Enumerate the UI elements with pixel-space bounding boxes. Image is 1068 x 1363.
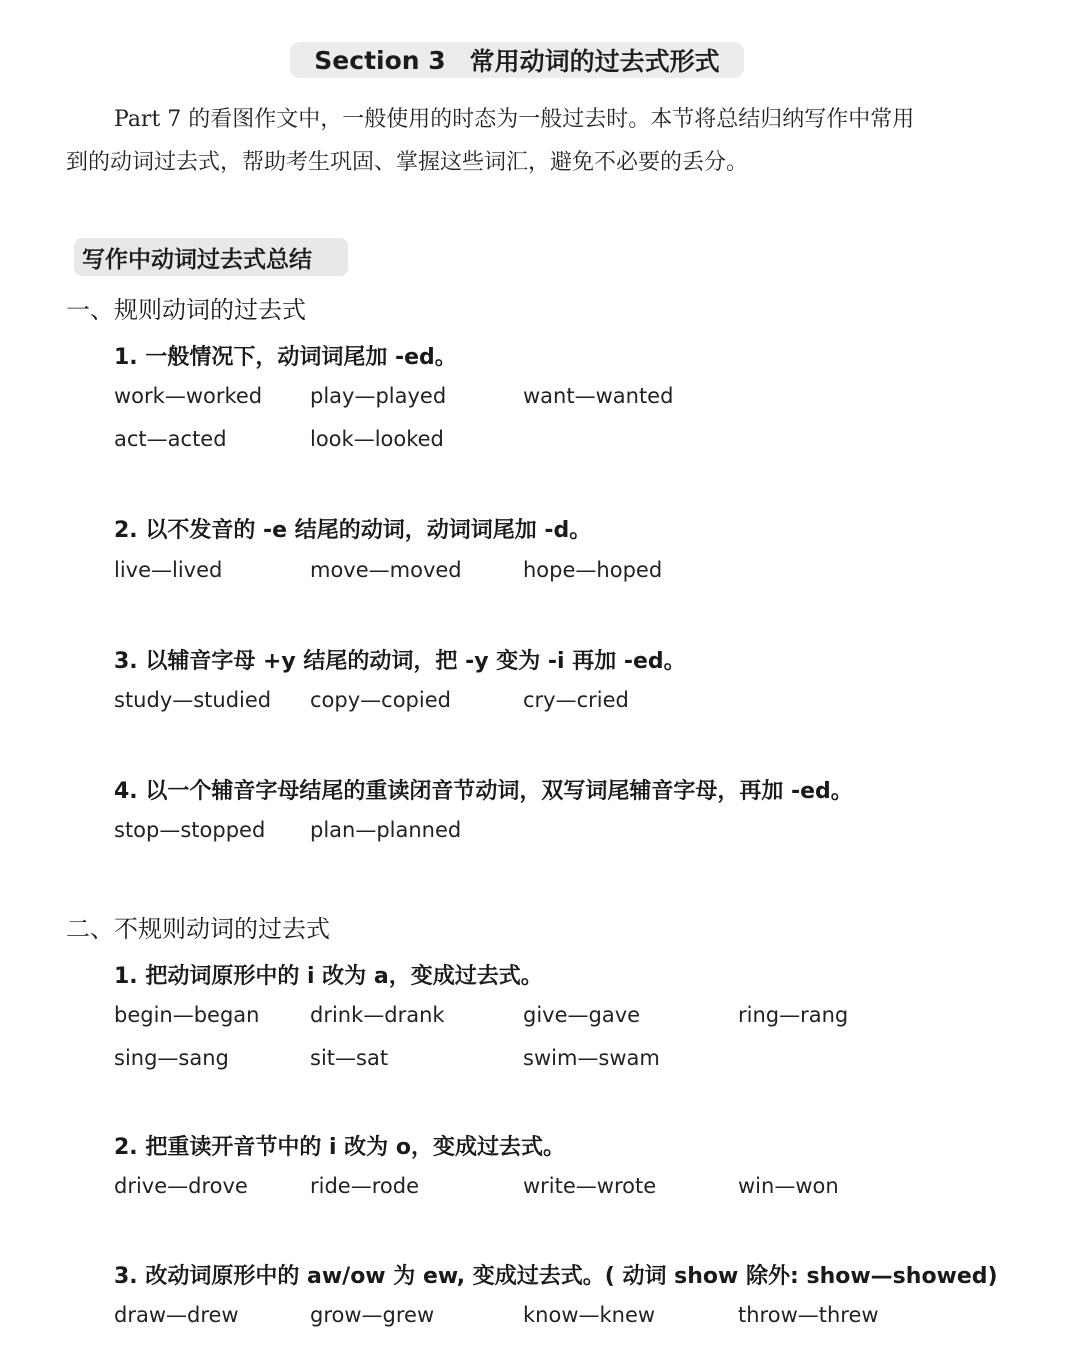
verb-pair: stop—stopped: [114, 818, 266, 842]
regular-rule-3-title: 3. 以辅音字母 +y 结尾的动词，把 -y 变为 -i 再加 -ed。: [114, 649, 686, 674]
intro-line-2: 到的动词过去式，帮助考生巩固、掌握这些词汇，避免不必要的丢分。: [66, 150, 749, 175]
verb-pair: sit—sat: [310, 1046, 389, 1070]
verb-pair: look—looked: [310, 427, 444, 451]
verb-pair: move—moved: [310, 558, 462, 582]
verb-pair: throw—threw: [738, 1303, 879, 1327]
verb-pair: copy—copied: [310, 688, 451, 712]
verb-pair: grow—grew: [310, 1303, 435, 1327]
section-title-text: 常用动词的过去式形式: [469, 47, 720, 76]
verb-pair: swim—swam: [523, 1046, 660, 1070]
verb-pair: sing—sang: [114, 1046, 229, 1070]
regular-rule-1-title: 1. 一般情况下，动词词尾加 -ed。: [114, 345, 457, 370]
verb-pair: write—wrote: [523, 1174, 657, 1198]
irregular-rule-3-row-1: [0, 1303, 1068, 1333]
irregular-rule-1-row-2: [0, 1046, 1068, 1076]
regular-rule-4-title: 4. 以一个辅音字母结尾的重读闭音节动词，双写词尾辅音字母，再加 -ed。: [114, 779, 853, 804]
verb-pair: plan—planned: [310, 818, 462, 842]
verb-pair: win—won: [738, 1174, 839, 1198]
verb-pair: ride—rode: [310, 1174, 419, 1198]
regular-rule-2-title: 2. 以不发音的 -e 结尾的动词，动词词尾加 -d。: [114, 518, 592, 543]
verb-pair: drive—drove: [114, 1174, 248, 1198]
verb-pair: play—played: [310, 384, 447, 408]
verb-pair: hope—hoped: [523, 558, 663, 582]
verb-pair: ring—rang: [738, 1003, 849, 1027]
irregular-rule-1-row-1: [0, 1003, 1068, 1033]
regular-rule-2-row-1: [0, 558, 1068, 588]
irregular-rule-2-row-1: [0, 1174, 1068, 1204]
verb-pair: live—lived: [114, 558, 223, 582]
verb-pair: draw—drew: [114, 1303, 239, 1327]
irregular-verbs-heading: 二、不规则动词的过去式: [66, 915, 330, 943]
intro-line-1: Part 7 的看图作文中，一般使用的时态为一般过去时。本节将总结归纳写作中常用: [114, 107, 915, 132]
irregular-rule-2-title: 2. 把重读开音节中的 i 改为 o，变成过去式。: [114, 1135, 565, 1160]
irregular-rule-3-title: 3. 改动词原形中的 aw/ow 为 ew, 变成过去式。( 动词 show 除外: show—showed): [114, 1264, 998, 1289]
verb-pair: give—gave: [523, 1003, 641, 1027]
verb-pair: work—worked: [114, 384, 263, 408]
regular-rule-1-row-2: [0, 427, 1068, 457]
verb-pair: know—knew: [523, 1303, 656, 1327]
verb-pair: study—studied: [114, 688, 272, 712]
regular-rule-4-row-1: [0, 818, 1068, 848]
irregular-rule-1-title: 1. 把动词原形中的 i 改为 a，变成过去式。: [114, 964, 543, 989]
verb-pair: begin—began: [114, 1003, 260, 1027]
verb-pair: want—wanted: [523, 384, 674, 408]
summary-heading: 写作中动词过去式总结: [74, 238, 348, 276]
regular-verbs-heading: 一、规则动词的过去式: [66, 296, 306, 324]
verb-pair: act—acted: [114, 427, 227, 451]
section-label: Section 3: [314, 45, 446, 75]
regular-rule-1-row-1: [0, 384, 1068, 414]
intro-paragraph: [66, 98, 976, 184]
verb-pair: drink—drank: [310, 1003, 445, 1027]
verb-pair: cry—cried: [523, 688, 629, 712]
regular-rule-3-row-1: [0, 688, 1068, 718]
section-title: [290, 42, 744, 78]
